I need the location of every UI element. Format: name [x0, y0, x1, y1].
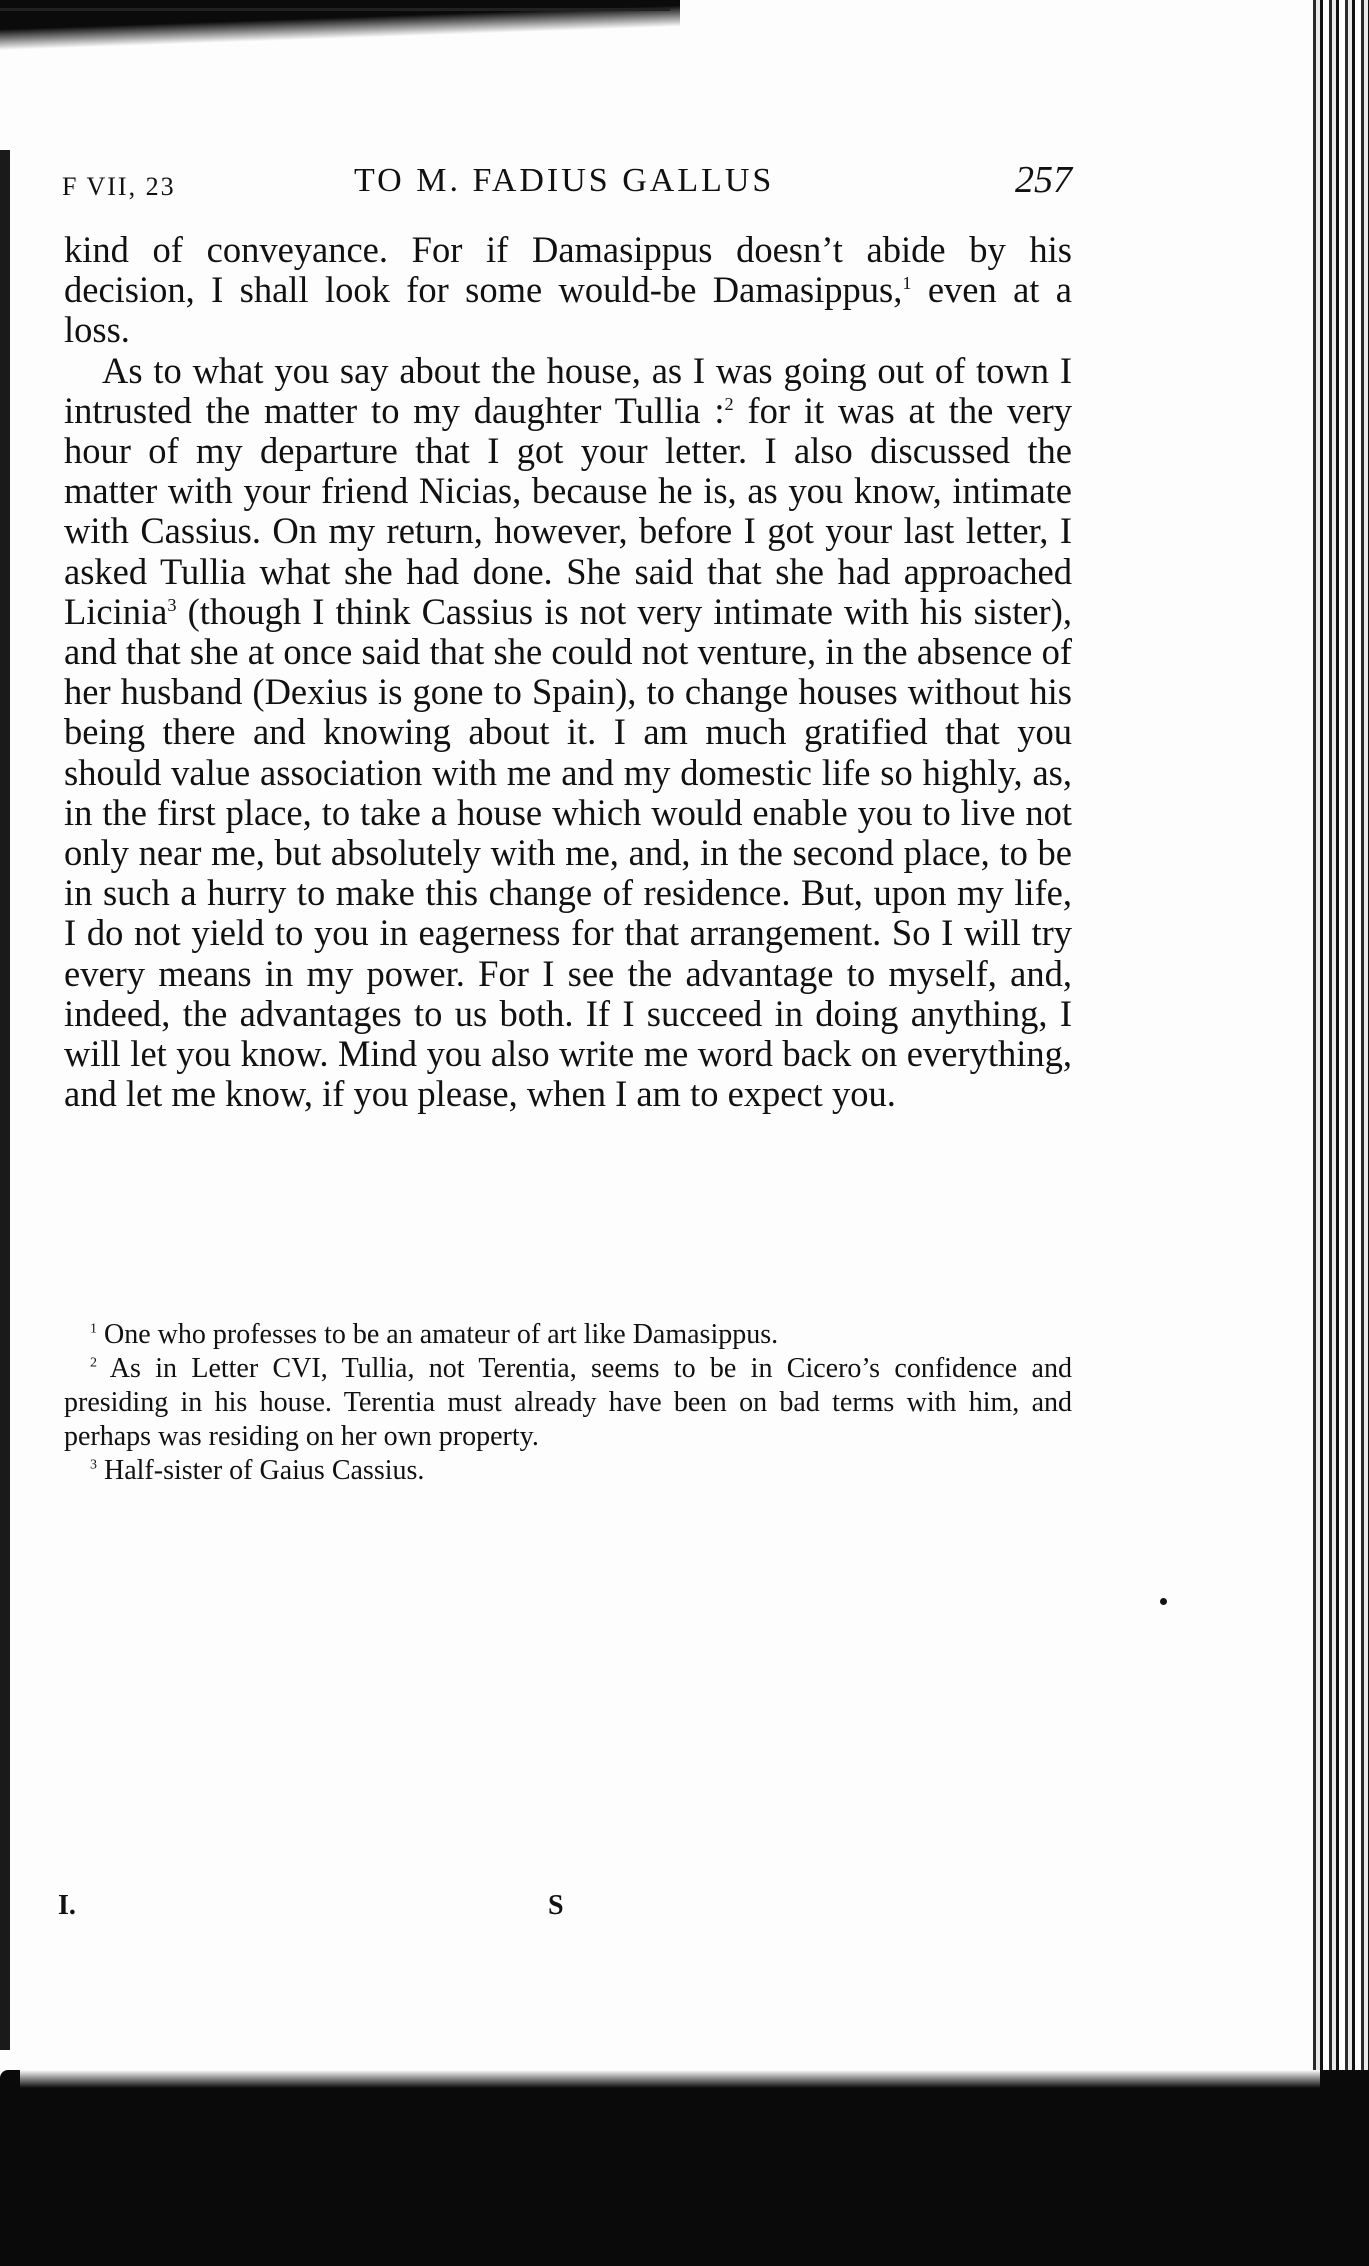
running-head — [62, 158, 1072, 208]
paragraph-1-text-a: kind of conveyance. For if Damasippus doesn’t abide by his decision, I shall look for some would-be Damasippus, — [64, 229, 1072, 311]
paragraph-1-text-b: even at a loss. — [64, 269, 1073, 351]
paragraph-2-text-c: (though I think Cassius is not very intimate with his sister), and that she at once said that she could not venture, in the absence of her husband (Dexius is gone to Spain), to change houses without his being there and knowing about it. I am much gratified that you should value association with me and my domestic life so highly, as, in the first place, to take a house which would enable you to live not only near me, but absolutely with me, and, in the second place, to be in such a hurry to make this change of residence. But, upon my life, I do not yield to you in eagerness for that arrangement. So I will try every means in my power. For I see the advantage to myself, and, indeed, the advantages to us both. If I succeed in doing anything, I will let you know. Mind you also write me word back on everything, and let me know, if you please, when I am to expect you. — [64, 590, 1072, 1115]
footnotes — [64, 1318, 1072, 1488]
note-ref-3: 3 — [167, 594, 177, 615]
paragraph-2 — [64, 351, 1072, 1115]
page-number: 257 — [1015, 159, 1072, 201]
running-head-reference: F VII, 23 — [62, 172, 176, 201]
footnote-2-text: As in Letter CVI, Tullia, not Terentia, seems to be in Cicero’s confidence and presiding in his house. Terentia must already have been on bad terms with him, and perhaps was residing on her own property. — [64, 1353, 1072, 1452]
footnote-1-text: One who professes to be an amateur of art like Damasippus. — [97, 1319, 779, 1350]
paragraph-2-text-a: As to what you say about the house, as I was going out of town I intrusted the matter to my daughter Tullia : — [64, 349, 1072, 431]
paragraph-2-text-b: for it was at the very hour of my departure that I got your letter. I also discussed the matter with your friend Nicias, because he is, as you know, intimate with Cassius. On my return, however, before I got your last letter, I asked Tullia what she had done. She said that she had approached Licinia — [64, 389, 1072, 632]
footnote-3 — [64, 1454, 1072, 1488]
note-ref-1: 1 — [902, 273, 912, 294]
body-text — [64, 230, 1072, 1114]
running-head-title: TO M. FADIUS GALLUS — [354, 162, 775, 199]
scan-left-shadow — [0, 150, 10, 2050]
footnote-3-text: Half-sister of Gaius Cassius. — [97, 1455, 425, 1486]
scan-bottom-shadow — [0, 2070, 1369, 2266]
footnote-1-number: 1 — [90, 1321, 97, 1337]
scan-top-line — [0, 8, 670, 11]
footnote-2 — [64, 1352, 1072, 1454]
signature-volume: I. — [58, 1890, 76, 1921]
footnote-2-number: 2 — [90, 1355, 97, 1371]
signature-letter: S — [548, 1890, 564, 1921]
footnote-3-number: 3 — [90, 1457, 97, 1473]
ink-speck — [1160, 1598, 1167, 1605]
note-ref-2: 2 — [724, 393, 734, 414]
scan-right-page-edges — [1307, 0, 1369, 2266]
footnote-1 — [64, 1318, 1072, 1352]
paragraph-1 — [64, 230, 1072, 351]
